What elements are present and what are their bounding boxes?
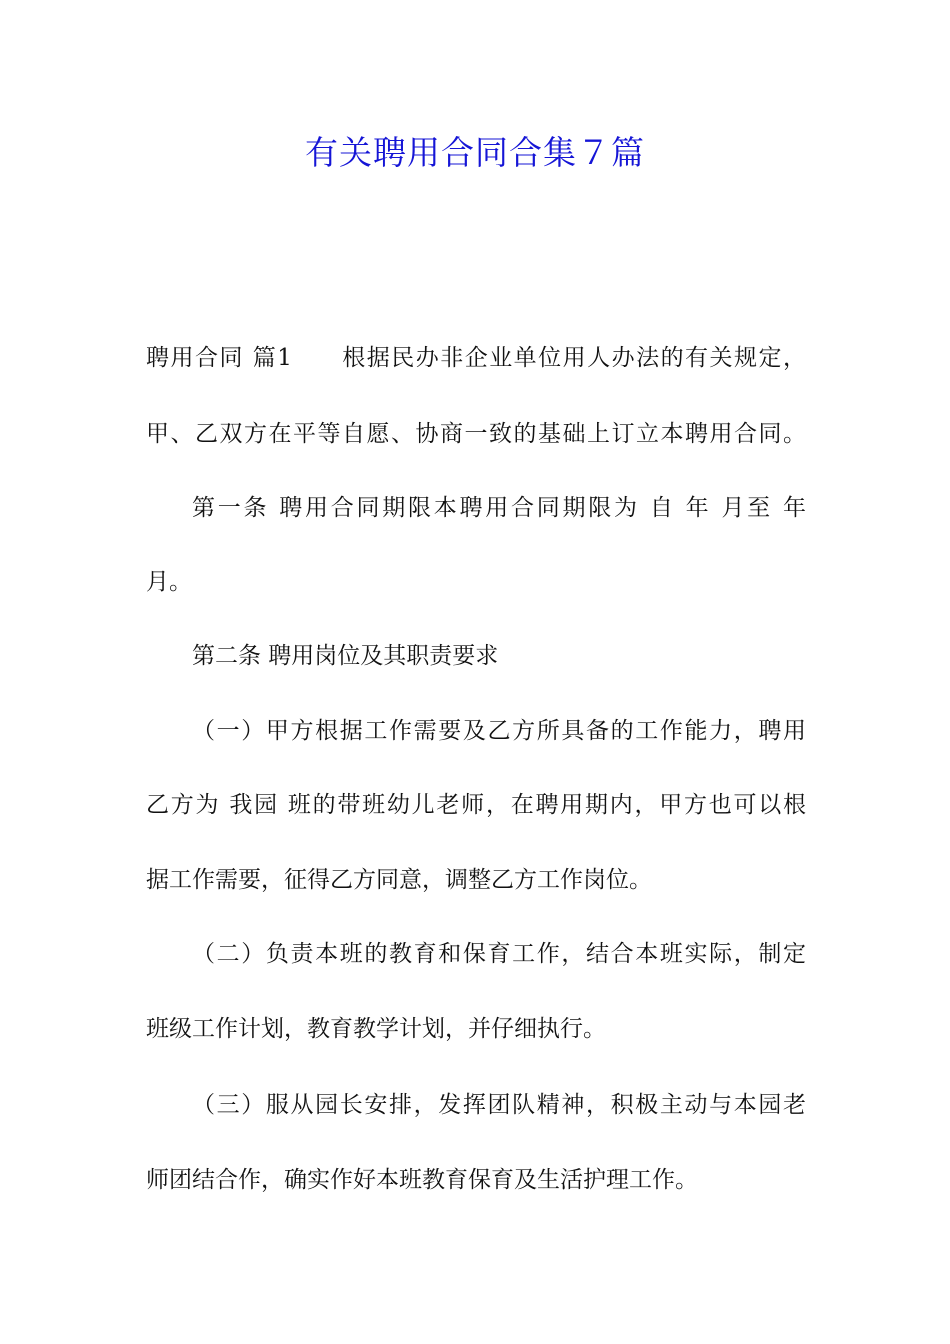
paragraph-line: 第二条 聘用岗位及其职责要求 — [192, 643, 499, 669]
paragraph-line: 聘用合同 篇1 根据民办非企业单位用人办法的有关规定， — [146, 345, 806, 371]
paragraph-line: 乙方为 我园 班的带班幼儿老师，在聘用期内，甲方也可以根 — [146, 792, 806, 818]
paragraph-line: （二）负责本班的教育和保育工作，结合本班实际，制定 — [192, 941, 806, 967]
paragraph-line: 第一条 聘用合同期限本聘用合同期限为 自 年 月至 年 — [192, 495, 806, 521]
paragraph-line: 甲、乙双方在平等自愿、协商一致的基础上订立本聘用合同。 — [146, 421, 806, 447]
paragraph-line: （三）服从园长安排，发挥团队精神，积极主动与本园老 — [192, 1092, 806, 1118]
page-title: 有关聘用合同合集７篇 — [305, 133, 645, 172]
paragraph-line: 师团结合作，确实作好本班教育保育及生活护理工作。 — [146, 1167, 698, 1193]
paragraph-line: 班级工作计划，教育教学计划，并仔细执行。 — [146, 1016, 606, 1042]
paragraph-line: 月。 — [146, 569, 192, 595]
paragraph-line: （一）甲方根据工作需要及乙方所具备的工作能力，聘用 — [192, 718, 806, 744]
paragraph-line: 据工作需要，征得乙方同意，调整乙方工作岗位。 — [146, 867, 652, 893]
